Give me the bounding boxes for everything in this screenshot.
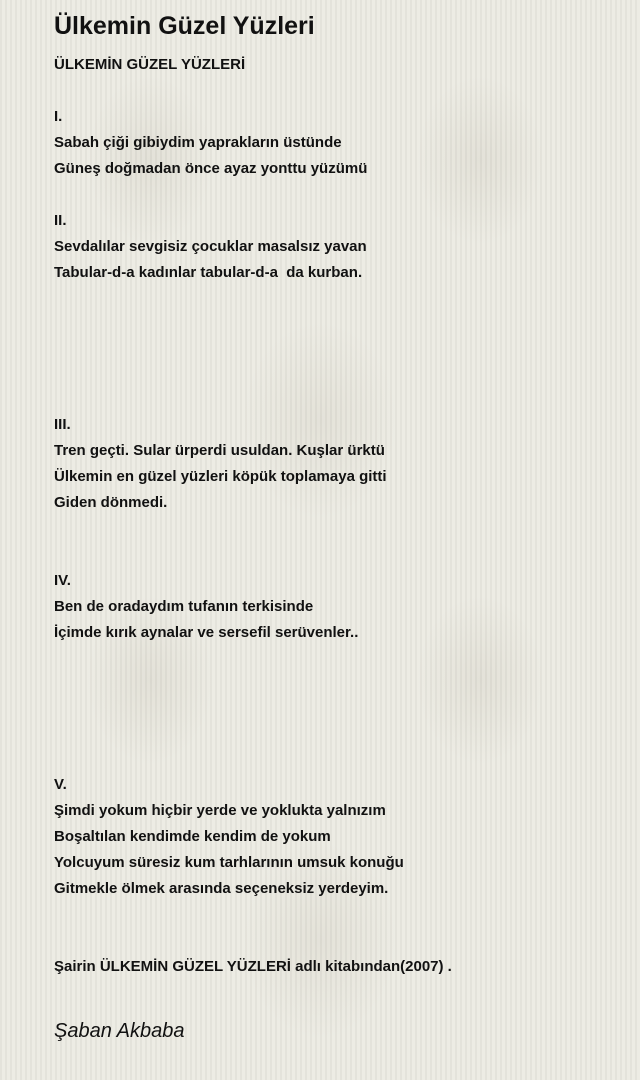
poem-line: İçimde kırık aynalar ve sersefil serüvenler.. [54,624,359,641]
section-numeral: III. [54,416,71,433]
page-title: Ülkemin Güzel Yüzleri [54,12,315,40]
source-note: Şairin ÜLKEMİN GÜZEL YÜZLERİ adlı kitabından(2007) . [54,958,452,975]
poem-line: Giden dönmedi. [54,494,168,511]
poem-subtitle: ÜLKEMİN GÜZEL YÜZLERİ [54,56,246,73]
poem-line: Şimdi yokum hiçbir yerde ve yoklukta yalnızım [54,802,386,819]
poem-line: Gitmekle ölmek arasında seçeneksiz yerdeyim. [54,880,389,897]
poem-line: Tabular-d-a kadınlar tabular-d-a da kurban. [54,264,363,281]
poem-line: Tren geçti. Sular ürperdi usuldan. Kuşlar ürktü [54,442,385,459]
section-numeral: I. [54,108,63,125]
poem-line: Güneş doğmadan önce ayaz yonttu yüzümü [54,160,368,177]
section-numeral: IV. [54,572,71,589]
poem-line: Ben de oradaydım tufanın terkisinde [54,598,314,615]
author-name: Şaban Akbaba [54,1020,185,1042]
poem-line: Yolcuyum süresiz kum tarhlarının umsuk konuğu [54,854,404,871]
poem-line: Boşaltılan kendimde kendim de yokum [54,828,331,845]
section-numeral: II. [54,212,67,229]
poem-line: Sabah çiği gibiydim yaprakların üstünde [54,134,342,151]
poem-line: Sevdalılar sevgisiz çocuklar masalsız yavan [54,238,367,255]
section-numeral: V. [54,776,67,793]
poem-line: Ülkemin en güzel yüzleri köpük toplamaya gitti [54,468,387,485]
